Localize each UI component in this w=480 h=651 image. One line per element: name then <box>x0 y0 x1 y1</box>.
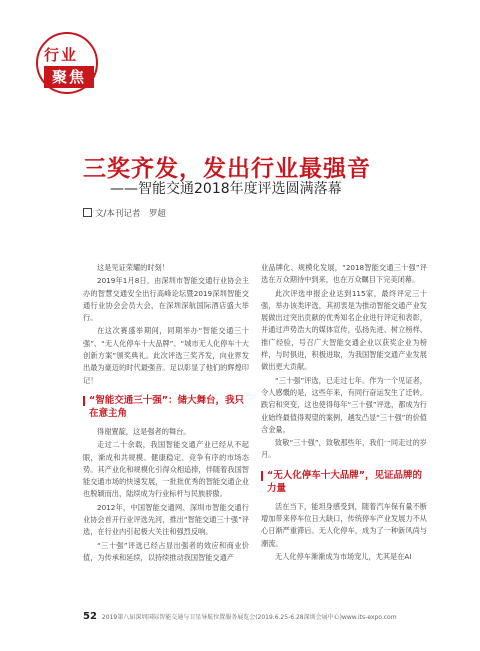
paragraph: 这是见证荣耀的时刻！ <box>97 263 169 272</box>
byline-box-icon <box>83 208 92 217</box>
section-heading: “无人化停车十大品牌”，见证品牌的力量 <box>261 469 427 495</box>
article-subtitle: ——智能交通2018年度评选圆满落幕 <box>110 181 342 197</box>
page-footer <box>83 611 397 622</box>
page-number: 52 <box>83 611 97 622</box>
paragraph: 2012年，中国智能交通网、深圳市智能交通行业协会首开行业评选先河，推出“智能交通三十强”评选，在行业内引起极大关注和强烈反响。 <box>83 502 249 537</box>
paragraph: 活在当下，能坦身感受到，随着汽车保有量不断增加带来停车位日大缺口，传统停车产业发展力不从心日渐严重滞后。无人化停车，成为了一种新风尚与潮流。 <box>261 501 427 548</box>
paragraph: 此次评选申报企业达到115家，最终评定三十强，举办该类评选，其初衷是为推动智能交通产业发展做出过突出贡献的优秀知名企业进行评定和表彰，并通过声势浩大的媒体宣传，弘扬先进、树立榜样、推广经验，号召广大智能交通企业以获奖企业为榜样，与时俱进，积极进取，为我国智能交通产业发展做出更大贡献。 <box>261 288 427 372</box>
paragraph: 在这次赛盛举期间，同期举办“智能交通三十强”、“无人化停车十大品牌”、“城市无人化停车十大创新方案”颁奖典礼。此次评选三奖齐发，向业界发出最为豪迈的时代最强音。足以彰显了他们的辉煌印记！ <box>83 326 249 385</box>
paragraph: 致敬“三十强”，致敬那些年，我们一同走过的岁月。 <box>261 438 427 460</box>
byline <box>83 207 166 219</box>
article-title: 三奖齐发，发出行业最强音 <box>83 156 371 182</box>
section-badge <box>36 32 110 102</box>
byline-text: 文/本刊记者 罗超 <box>95 209 166 219</box>
paragraph: “三十强”评选已经占显出强者的效应和商业价值，为传承和延续，以持续推动我国智能交通产 <box>83 540 249 562</box>
paragraph: 得谢置靛，这是强者的舞台。 <box>97 426 191 436</box>
paragraph: 2019年1月8日，由深圳市智能交通行业协会主办的智慧交通安全出行高峰论坛暨2019深圳智能交通行业协会会员大会，在深圳深航国际酒店盛大举行。 <box>83 276 249 323</box>
badge-line1: 行业 <box>44 46 79 64</box>
badge-line2: 聚焦 <box>44 66 94 88</box>
paragraph: 无人化停车渐渐成为市场宠儿，尤其是在AI <box>275 551 412 561</box>
footer-text: 2019第八届深圳国际智能交通与卫星导航位置服务展览会(2019.6.25-6.28深圳会展中心)www.its-expo.com <box>101 614 397 621</box>
section-heading: “智能交通三十强”：储大舞台，我只在意主角 <box>83 394 249 420</box>
right-column <box>261 262 427 564</box>
paragraph: 走过二十余载，我国智能交通产业已经从不起眼，渐成和共规模、健康稳定、竞争有序的市场态势。其产业化和规模化引得众相追捧，伴随着我国智能交通市场的快速发展，一批批优秀的智能交通企业也脱颖而出，陆续成为行业标杆与民族骄傲。 <box>83 440 249 499</box>
paragraph: “三十强”评选，已走过七年。作为一个见证者，令人感慨的是，这些年来，有同行奋运发生了迁转，跌宕和突变，这也使得每年“三十强”评选，都成为行业始终最值得观望的案例，越发凸显“三十强”的价值含金量。 <box>261 375 427 434</box>
left-column <box>83 262 249 565</box>
paragraph: 业品牌化、规模化发展，“2018智能交通三十强”评选在万众期待中到来，也在万众瞩目下完美闭幕。 <box>261 263 427 285</box>
